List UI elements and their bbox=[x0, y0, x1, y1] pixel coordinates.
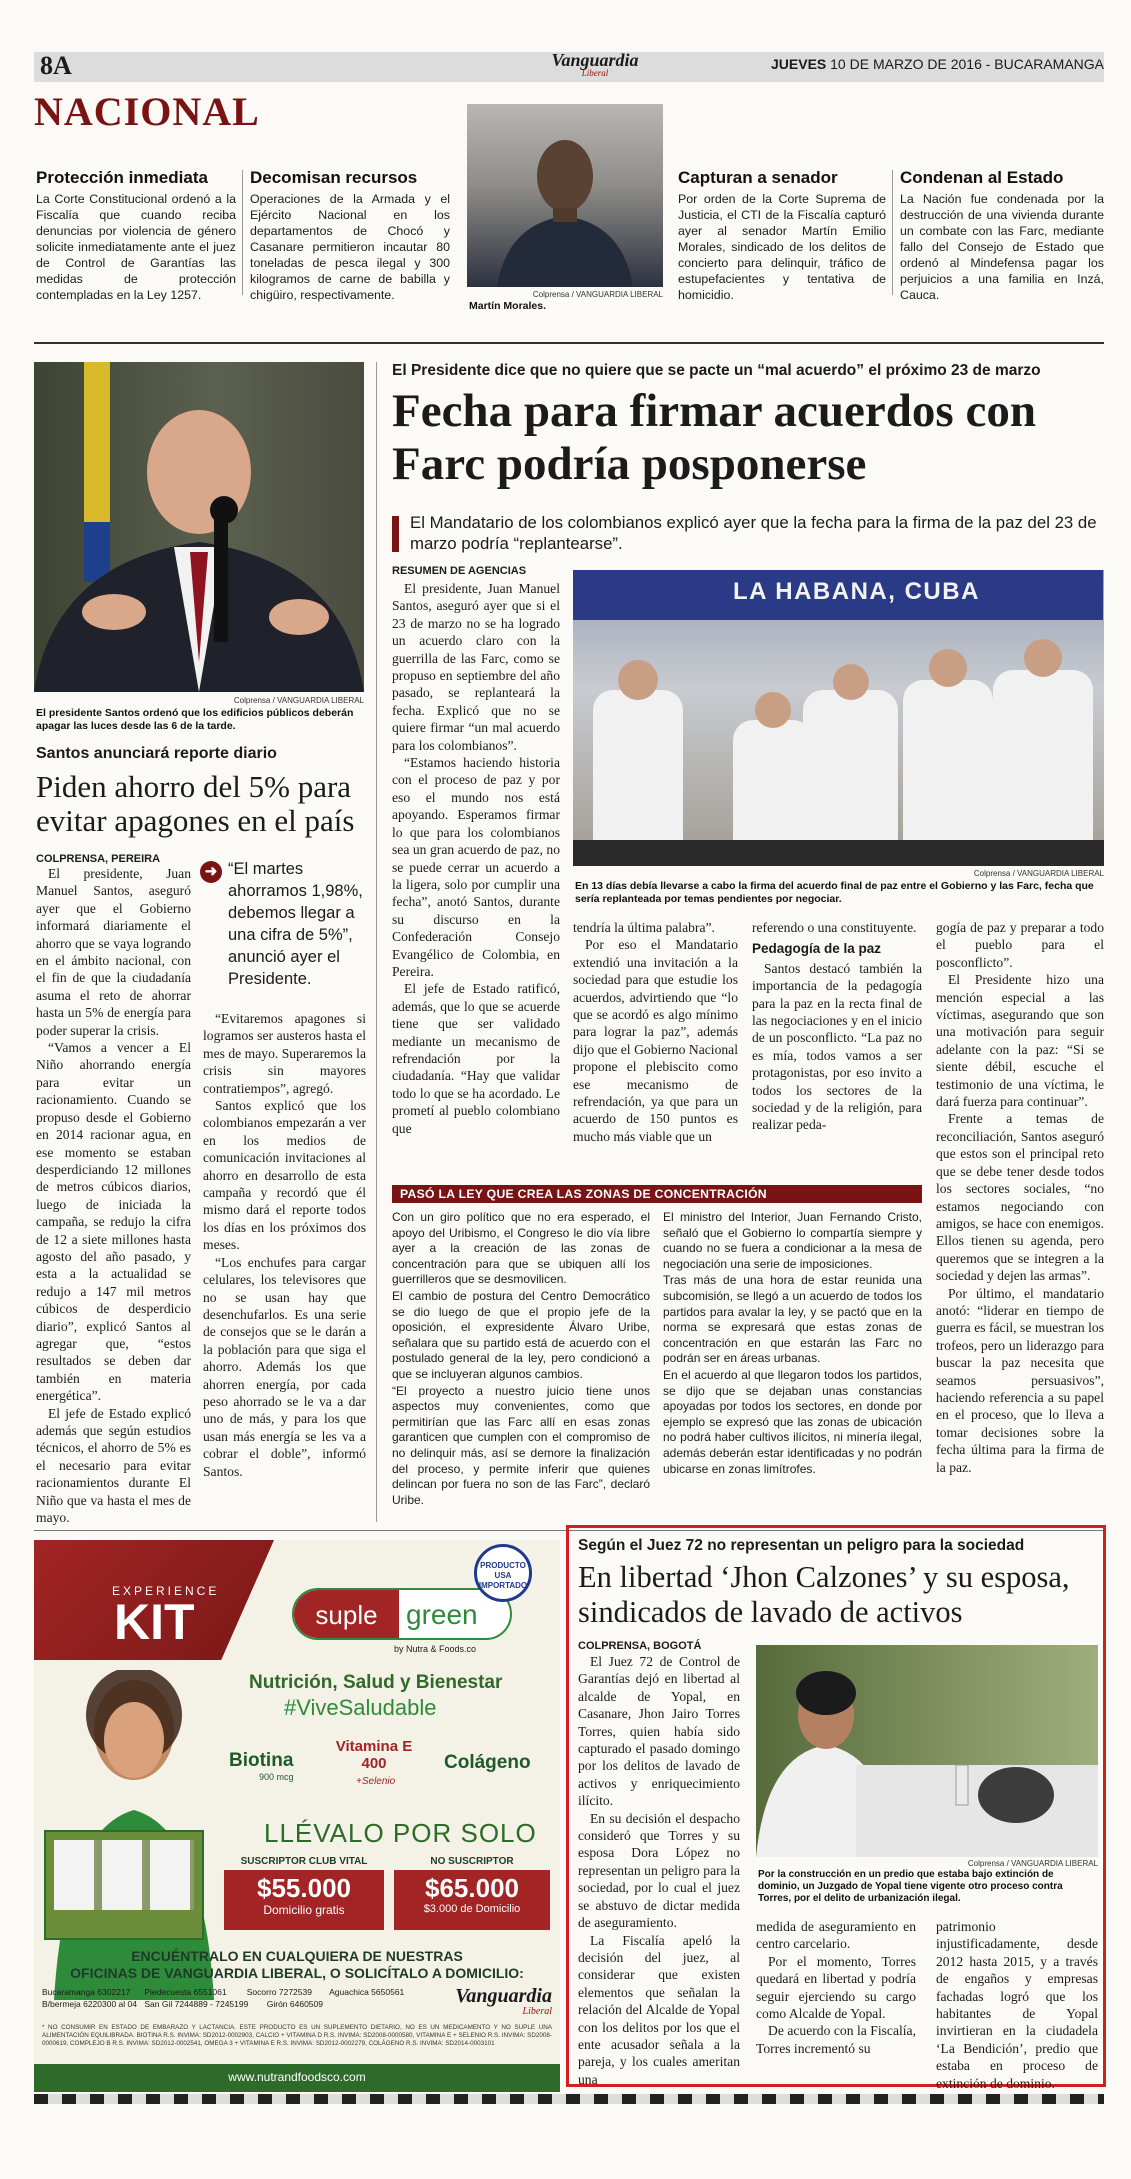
brief-photo-credit: Colprensa / VANGUARDIA LIBERAL bbox=[532, 290, 663, 299]
ad-footer-1: ENCUÉNTRALO EN CUALQUIERA DE NUESTRAS bbox=[131, 1948, 463, 1964]
main-col2 bbox=[573, 919, 738, 1145]
advertisement bbox=[34, 1540, 560, 2092]
paragraph: En el acuerdo al que llegaron todos los partidos, se dijo que se dejaban unas constancias apoyadas por todos los sectores, en donde por ejemplo se expresó que las zonas de ubicación no podrá haber cultivos ilícitos, ni minería ilegal, además deberán estar identificadas y no podrán ubicarse en zonas limítrofes. bbox=[663, 1367, 922, 1476]
paragraph: “El proyecto a nuestro juicio tiene unos aspectos muy convenientes, como que permitirían que las Farc allí en esas zonas garanticen que cumplen con el compromiso de no delinquir más, así se demore la finalización del proceso, y permite inferir que quienes delincan por fuera no son de las Farc”, declaró Uribe. bbox=[392, 1383, 650, 1507]
brief-4 bbox=[900, 168, 1104, 303]
paragraph: La Fiscalía apeló la decisión del juez, al considerar que existen elementos que señalan la relación del Alcalde de Yopal con los delitos por los que el ente acusador señala a la pareja, y los cuales ameritan una bbox=[578, 1932, 740, 2087]
ad-experience: EXPERIENCE bbox=[112, 1584, 220, 1598]
ad-price1-sub: Domicilio gratis bbox=[263, 1903, 345, 1917]
calzones-photo bbox=[756, 1645, 1098, 1857]
ad-prod2: Vitamina E 400 bbox=[335, 1738, 413, 1772]
page-number: 8A bbox=[40, 51, 72, 80]
ad-headline: Nutrición, Salud y Bienestar bbox=[249, 1672, 503, 1693]
morales-figure bbox=[467, 104, 663, 287]
paragraph: Por último, el mandatario anotó: “liderar en tiempo de guerra es fácil, se muestran los trofeos, pero un liderazgo para buscar la paz necesita que seamos persuasivos”, haciendo referencia a su papel en el proceso, que lo lleva a tomar decisiones sobre la fecha última para la firma de la paz. bbox=[936, 1285, 1104, 1475]
ad-usa-badge bbox=[474, 1544, 532, 1602]
calzones-agency: COLPRENSA, BOGOTÁ bbox=[578, 1640, 702, 1652]
habana-figures bbox=[573, 570, 1104, 866]
paragraph: referendo o una constituyente. bbox=[752, 920, 917, 935]
calzones-headline: En libertad ‘Jhon Calzones’ y su esposa, sindicados de lavado de activos bbox=[578, 1560, 1070, 1629]
apagones-pullquote: “El martes ahorramos 1,98%, debemos llegar a una cifra de 5%”, anunció ayer el Presidente. bbox=[228, 860, 363, 988]
masthead-name: Vanguardia bbox=[551, 50, 639, 70]
calzones-photo-credit: Colprensa / VANGUARDIA LIBERAL bbox=[967, 1859, 1098, 1868]
ad-price2-label: NO SUSCRIPTOR bbox=[430, 1856, 514, 1867]
paragraph: tendría la última palabra”. bbox=[573, 920, 715, 935]
paragraph: Por el momento, Torres quedará en libertad y podría seguir ejerciendo su cargo como Alcalde de Yopal. bbox=[756, 1953, 916, 2022]
date-day: JUEVES bbox=[771, 56, 827, 72]
ad-badge-text: PRODUCTO USA IMPORTADO bbox=[478, 1561, 528, 1590]
paragraph: Santos explicó que los colombianos empezarán a ver en los medios de comunicación invitaciones al ahorro en desarrollo de esta campaña y recordó que él mismo dará el reporte todos los días en los próximos dos meses. bbox=[203, 1098, 366, 1253]
brief-title: Decomisan recursos bbox=[250, 168, 418, 187]
habana-photo-credit: Colprensa / VANGUARDIA LIBERAL bbox=[973, 869, 1104, 878]
paragraph: patrimonio injustificadamente, desde 2012 hasta 2015, y a través de engaños y empresas fachadas logró que los habitantes de Yopal invirtieran en la ciudadela ‘La Bendición’, predio que estaba en proceso de extinción de dominio. bbox=[936, 1919, 1098, 2091]
calzones-photo-caption: Por la construcción en un predio que estaba bajo extinción de dominio, un Juzgado de Yopal tiene vigente otro proceso contra Torres, por el delito de urbanización ilegal. bbox=[758, 1869, 1063, 1904]
paragraph: gogía de paz y preparar a todo el pueblo para el posconflicto”. bbox=[936, 920, 1104, 970]
ad-phone: San Gil 7244889 - 7245199 bbox=[144, 1999, 249, 2009]
sidebar-bar-title: PASÓ LA LEY QUE CREA LAS ZONAS DE CONCENTRACIÓN bbox=[400, 1187, 767, 1201]
brief-photo-caption: Martín Morales. bbox=[469, 300, 547, 312]
ad-phone: Bucaramanga 6302217 bbox=[42, 1987, 131, 1997]
ad-phone: Girón 6460509 bbox=[266, 1999, 323, 2009]
ad-phones bbox=[42, 1986, 422, 2010]
santos-photo-credit: Colprensa / VANGUARDIA LIBERAL bbox=[233, 696, 364, 705]
ad-disclaimer: * NO CONSUMIR EN ESTADO DE EMBARAZO Y LACTANCIA. ESTE PRODUCTO ES UN SUPLEMENTO DIETARIO, NO ES UN MEDICAMENTO Y NO SUPLE UNA ALIMENTACIÓN EQUILIBRADA. BIOTINA R.S. INVIMA: SD2012-0002903, CALCIO + VITAMINA D R.S. INVIMA: SD2008-0000580, VITAMINA E + SELENIO R.S. INVIMA: SD2008-0000619, COMPLEJO B R.S. INVIMA: SD2012-0002541, OMEGA 3 + VITAMINA E R.S. INVIMA: SD2012-0002279, COLÁGENO R.S. INVIMA: SD2014-0003101 bbox=[42, 2024, 552, 2047]
main-col1 bbox=[392, 580, 560, 1137]
paragraph: Por eso el Mandatario extendió una invitación a la sociedad para que estudie los acuerdos, advirtiendo que “lo que se acordó es algo mínimo para lograr la paz”, además dijo que el Gobierno Nacional propone el plebiscito como ese mecanismo de refrendación, ya que para un acuerdo de 150 puntos es mucho más viable que un bbox=[573, 937, 738, 1144]
apagones-headline: Piden ahorro del 5% para evitar apagones en el país bbox=[36, 769, 355, 838]
apagones-col2 bbox=[203, 1010, 366, 1480]
ad-phone: Socorro 7272539 bbox=[246, 1987, 312, 1997]
ad-price1: $55.000 bbox=[257, 1873, 351, 1903]
masthead-sub: Liberal bbox=[581, 68, 609, 78]
ad-kit: KIT bbox=[114, 1594, 195, 1650]
paragraph: “Vamos a vencer a El Niño ahorrando energía para evitar un racionamiento. Cuando se propuso desde el Gobierno en 2014 racionar agua, en ese momento se estaban desperdiciando 12 millones de metros cúbicos diarios, luego de iniciada la campaña, se redujo la cifra de 12 a siete millones hasta agosto del año pasado, y esta a la actualidad se redujo a 147 mil metros cúbicos de desperdicio diario”, explicó Santos al agregar que, “estos resultados se deben dar también en materia energética”. bbox=[36, 1040, 191, 1404]
sidebar-col1 bbox=[392, 1210, 650, 1509]
main-lead: El Mandatario de los colombianos explicó ayer que la fecha para la firma de la paz del 23 de marzo podría “replantearse”. bbox=[410, 513, 1097, 553]
ad-prod3: Colágeno bbox=[444, 1752, 531, 1773]
paragraph: En su decisión el despacho consideró que Torres y su esposa Dora López no representan un peligro para la sociedad, por lo cual el juez se abstuvo de dictar medida de aseguramiento. bbox=[578, 1810, 740, 1931]
ad-price2: $65.000 bbox=[425, 1873, 519, 1903]
habana-banner-text: LA HABANA, CUBA bbox=[733, 578, 980, 605]
main-col4 bbox=[936, 919, 1104, 1476]
santos-photo-caption: El presidente Santos ordenó que los edificios públicos deberán apagar las luces desde las 6 de la tarde. bbox=[36, 707, 354, 732]
paragraph: Con un giro político que no era esperado, el apoyo del Uribismo, el Congreso le dio vía libre ayer a la creación de las zonas de concentración para que se ubiquen allí los guerrilleros que se desmovilicen. bbox=[392, 1210, 650, 1287]
paragraph: Santos destacó también la importancia de la pedagogía para la paz en la recta final de las negociaciones y en el inicio de un posconflicto. “La paz no es mía, todos vamos a ser protagonistas, por eso invito a todos los sectores de la sociedad y de la religión, para realizar peda- bbox=[752, 960, 922, 1133]
paragraph: El presidente, Juan Manuel Santos, aseguró ayer que si el 23 de marzo no se ha logrado un acuerdo claro con la guerrilla de las Farc, como se propuso en septiembre del año pasado, se replanteará la fecha. Explicó que no se quiere firmar “un mal acuerdo para los colombianos”. bbox=[392, 581, 560, 753]
brief-3 bbox=[678, 168, 886, 303]
ad-logo-name: Vanguardia bbox=[455, 1985, 552, 2007]
paragraph: El jefe de Estado ratificó, además, que lo que se acuerde tiene que ser validado mediante un mecanismo de refrendación por la ciudadanía. “Hay que validar todo lo que se ha acordado. Le prometí al pueblo colombiano que bbox=[392, 981, 560, 1136]
brief-text: Operaciones de la Armada y el Ejército Nacional en los departamentos de Chocó y Casanare permitieron incautar 80 toneladas de pesca ilegal y 300 kilogramos de carne de babilla y chigüiro, respectivamente. bbox=[250, 192, 450, 302]
ad-brand-logo bbox=[292, 1588, 512, 1640]
main-agency: RESUMEN DE AGENCIAS bbox=[392, 565, 527, 577]
registration-strip bbox=[34, 2094, 1104, 2104]
main-headline: Fecha para firmar acuerdos con Farc podría posponerse bbox=[392, 385, 1036, 490]
brief-title: Condenan al Estado bbox=[900, 168, 1064, 187]
calzones-col2 bbox=[756, 1918, 916, 2057]
pullquote-arrow-icon: ➜ bbox=[200, 861, 222, 883]
ad-phone: Piedecuesta 6551061 bbox=[144, 1987, 227, 1997]
brief-2 bbox=[250, 168, 450, 303]
paragraph: El presidente, Juan Manuel Santos, aseguró ayer que el Gobierno informará diariamente el ahorro que se vaya logrando en el ámbito nacional, con el fin de que la ciudadanía asuma el reto de ahorrar hasta un 5% de energía para poder superar la crisis. bbox=[36, 866, 191, 1038]
ad-footer-2: OFICINAS DE VANGUARDIA LIBERAL, O SOLICÍTALO A DOMICILIO: bbox=[70, 1965, 524, 1981]
paragraph: “Los enchufes para cargar celulares, los televisores que no se usan hay que desenchufarlos. Es una serie de consejos que se le darán a la población para que siga el ahorro. Además los que ahorren energía, por cada peso ahorrado se le va a dar uno de más, y para los que usan más energía se les va a cobrar el doble”, informó Santos. bbox=[203, 1254, 366, 1479]
main-col3 bbox=[752, 919, 922, 1134]
masthead-logo bbox=[540, 52, 650, 78]
brief-1 bbox=[36, 168, 236, 303]
ad-price-box-2 bbox=[394, 1856, 550, 1930]
ad-price1-label: SUSCRIPTOR CLUB VITAL bbox=[240, 1856, 368, 1867]
ad-llevalo: LLÉVALO POR SOLO bbox=[264, 1818, 537, 1848]
ad-prod1: Biotina bbox=[229, 1750, 294, 1771]
section-divider bbox=[34, 342, 1104, 344]
ad-product-bottles bbox=[54, 1840, 194, 1910]
ad-price2-sub: $3.000 de Domicilio bbox=[423, 1903, 521, 1915]
paragraph: “Evitaremos apagones si logramos ser austeros hasta el mes de mayo. Superaremos la crisis sin mayores contratiempos”, agregó. bbox=[203, 1011, 366, 1096]
paragraph: Tras más de una hora de estar reunida una subcomisión, se llegó a un acuerdo de todos los partidos para avalar la ley, y se pactó que en la norma se expresará que estas zonas de concentración en que estarán las Farc no podrán ser en áreas urbanas. bbox=[663, 1273, 922, 1366]
habana-photo-caption: En 13 días debía llevarse a cabo la firma del acuerdo final de paz entre el Gobierno y las Farc, fecha que sería replanteada por temas pendientes por negociar. bbox=[575, 880, 1094, 905]
apagones-col1 bbox=[36, 865, 191, 1526]
calzones-kicker: Según el Juez 72 no representan un peligro para la sociedad bbox=[578, 1537, 1025, 1554]
brief-divider bbox=[242, 170, 243, 295]
habana-photo bbox=[573, 570, 1104, 866]
ad-brand2: green bbox=[406, 1599, 478, 1630]
ad-logo bbox=[426, 1986, 552, 2017]
ad-url: www.nutrandfoodsco.com bbox=[228, 2070, 366, 2084]
ad-phone: B/bermeja 6220300 al 04 bbox=[42, 1999, 137, 2009]
ad-brand1: suple bbox=[294, 1590, 399, 1640]
calzones-figures bbox=[756, 1645, 1098, 1857]
ad-price-box-1 bbox=[224, 1856, 384, 1930]
ad-phone: Aguachica 5650561 bbox=[329, 1987, 405, 1997]
ad-logo-sub: Liberal bbox=[522, 2006, 552, 2017]
paragraph: Frente a temas de reconciliación, Santos aseguró que estos son el principal reto que se debe tener desde todos los sectores sociales, “no estamos negociando con amigos, se hace con enemigos. Ellos tienen su agenda, pero queremos que se integren a la sociedad y dejen las armas”. bbox=[936, 1111, 1104, 1284]
column-divider bbox=[376, 362, 377, 1522]
lead-bar bbox=[392, 516, 399, 552]
paragraph: “Estamos haciendo historia con el proceso de paz y por eso el mundo nos está apoyando. Esperamos firmar lo que para los colombianos sea un gran acuerdo de paz, no se puede cerrar un acuerdo a la ligera, solo por cumplir una fecha”, anotó Santos, durante su discurso en la Confederación Consejo Evangélico de Colombia, en Pereira. bbox=[392, 755, 560, 979]
brief-text: La Corte Constitucional ordenó a la Fiscalía que cuando reciba denuncias por violencia de género solicite inmediatamente ante el juez de Control de Garantías las medidas de protección contempladas en la Ley 1257. bbox=[36, 192, 236, 302]
brief-text: Por orden de la Corte Suprema de Justicia, el CTI de la Fiscalía capturó ayer al senador Martín Emilio Morales, sindicado de los delitos de concierto para delinquir, tráfico de estupefacientes y tentativa de homicidio. bbox=[678, 192, 886, 302]
ad-prod1-sub: 900 mcg bbox=[259, 1772, 294, 1782]
ad-prod2-sub: +Selenio bbox=[356, 1776, 396, 1787]
subhead: Pedagogía de la paz bbox=[752, 941, 882, 957]
main-kicker: El Presidente dice que no quiere que se pacte un “mal acuerdo” el próximo 23 de marzo bbox=[392, 362, 1041, 379]
header-date bbox=[771, 56, 1104, 72]
apagones-agency: COLPRENSA, PEREIRA bbox=[36, 853, 161, 865]
brief-title: Capturan a senador bbox=[678, 168, 838, 187]
brief-divider bbox=[892, 170, 893, 295]
paragraph: El Juez 72 de Control de Garantías dejó en libertad al alcalde de Yopal, en Casanare, Jhon Jairo Torres Torres, quien había sido capturado el pasado domingo por los delitos de lavado de activos y enriquecimiento ilícito. bbox=[578, 1654, 740, 1809]
section-title: NACIONAL bbox=[34, 89, 260, 134]
santos-photo bbox=[34, 362, 364, 692]
brief-title: Protección inmediata bbox=[36, 168, 208, 187]
date-rest: 10 DE MARZO DE 2016 - BUCARAMANGA bbox=[830, 56, 1104, 72]
brief-text: La Nación fue condenada por la destrucción de una vivienda durante un combate con las Farc, mediante fallo del Consejo de Estado que ordenó al Mindefensa pagar los perjuicios a una familia en Inzá, Cauca. bbox=[900, 192, 1104, 302]
apagones-kicker: Santos anunciará reporte diario bbox=[36, 745, 277, 762]
paragraph: El ministro del Interior, Juan Fernando Cristo, señaló que el Gobierno lo compartía siempre y cuando no se fuera a condicionar a la mesa de negociación una serie de imposiciones. bbox=[663, 1210, 922, 1271]
sidebar-col2 bbox=[663, 1210, 922, 1478]
paragraph: medida de aseguramiento en centro carcelario. bbox=[756, 1919, 916, 1952]
paragraph: El Presidente hizo una mención especial a las víctimas, asegurando que son una motivación para seguir adelante con la paz: “Si se siente débil, escuche el testimonio de una víctima, le dará fuerza para continuar”. bbox=[936, 972, 1104, 1110]
morales-photo bbox=[467, 104, 663, 287]
calzones-col3 bbox=[936, 1918, 1098, 2092]
santos-figure bbox=[34, 362, 364, 692]
paragraph: De acuerdo con la Fiscalía, Torres incrementó su bbox=[756, 2023, 916, 2056]
calzones-col1 bbox=[578, 1653, 740, 2088]
ad-hashtag: #ViveSaludable bbox=[284, 1695, 437, 1720]
paragraph: El cambio de postura del Centro Democrático se dio luego de que el propio jefe de la oposición, el expresidente Álvaro Uribe, señalara que su partido está de acuerdo con el postulado general de la ley, pero condicionó a que se incluyeran algunos cambios. bbox=[392, 1288, 650, 1381]
ad-by: by Nutra & Foods.co bbox=[394, 1644, 477, 1654]
paragraph: El jefe de Estado explicó además que según estudios técnicos, el ahorro de 5% es el necesario para evitar racionamientos durante El Niño que va hasta el mes de mayo. bbox=[36, 1405, 191, 1526]
